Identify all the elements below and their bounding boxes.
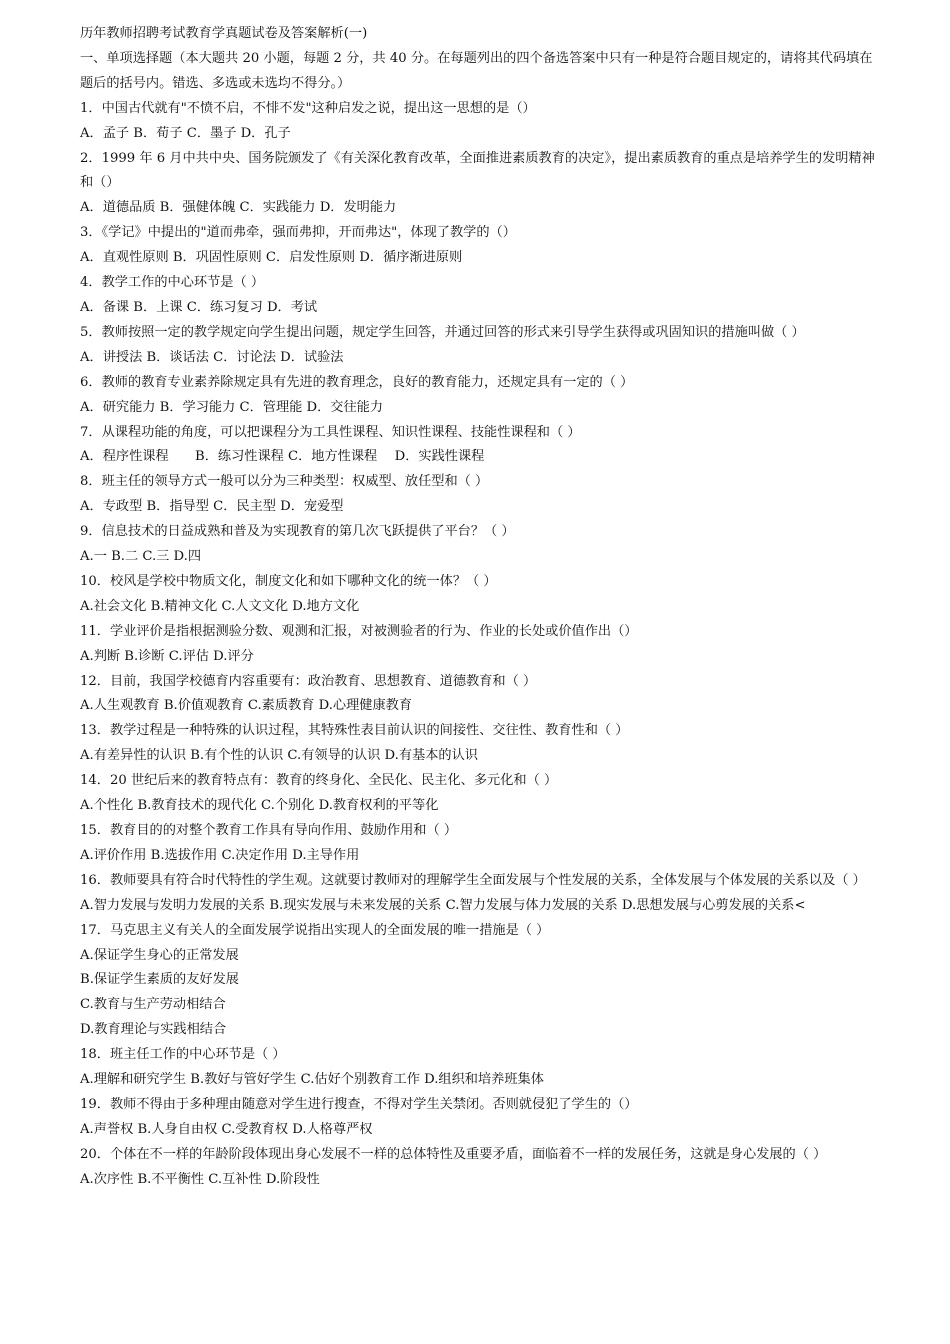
question-text: 5．教师按照一定的教学规定向学生提出问题，规定学生回答，并通过回答的形式来引导学生获得或巩固知识的措施叫做（ ）	[80, 324, 805, 340]
question-text: 16．教师要具有符合时代特性的学生观。这就要讨教师对的理解学生全面发展与个性发展的关系，全体发展与个体发展的关系以及（ ）	[80, 872, 866, 888]
answer-options: A.声誉权 B.人身自由权 C.受教育权 D.人格尊严权	[80, 1121, 373, 1137]
question-text: 4．教学工作的中心环节是（ ）	[80, 275, 265, 291]
question-text: 15．教育目的的对整个教育工作具有导向作用、鼓励作用和（ ）	[80, 823, 458, 838]
question-text: 19．教师不得由于多种理由随意对学生进行搜查，不得对学生关禁闭。否则就侵犯了学生的（）	[80, 1096, 638, 1112]
answer-options: A．道德品质 B．强健体魄 C．实践能力 D．发明能力	[80, 200, 397, 216]
question-text: 7．从课程功能的角度，可以把课程分为工具性课程、知识性课程、技能性课程和（ ）	[80, 424, 581, 440]
question-text: 2．1999 年 6 月中共中央、国务院颁发了《有关深化教育改革，全面推进素质教育的决定》，提出素质教育的重点是培养学生的发明精神和（）	[80, 150, 875, 191]
answer-options: A．研究能力 B．学习能力 C．管理能 D．交往能力	[80, 399, 384, 415]
question-text: 10．校风是学校中物质文化，制度文化和如下哪种文化的统一体？（ ）	[80, 573, 497, 589]
answer-options: D.教育理论与实践相结合	[80, 1022, 227, 1038]
answer-options: A．讲授法 B．谈话法 C．讨论法 D．试验法	[80, 349, 344, 365]
answer-options: A.人生观教育 B.价值观教育 C.素质教育 D.心理健康教育	[80, 698, 413, 714]
question-text: 14．20 世纪后来的教育特点有：教育的终身化、全民化、民主化、多元化和（ ）	[80, 773, 558, 789]
answer-options: A．程序性课程 B．练习性课程 C．地方性课程 D．实践性课程	[80, 449, 485, 465]
question-text: 8．班主任的领导方式一般可以分为三种类型：权威型、放任型和（ ）	[80, 474, 489, 490]
question-text: 11．学业评价是指根据测验分数、观测和汇报，对被测验者的行为、作业的长处或价值作出（）	[80, 623, 638, 639]
document-page	[80, 22, 876, 1193]
question-text: 17．马克思主义有关人的全面发展学说指出实现人的全面发展的唯一措施是（ ）	[80, 922, 550, 938]
answer-options: A.次序性 B.不平衡性 C.互补性 D.阶段性	[80, 1171, 320, 1187]
section-intro: 一、单项选择题（本大题共 20 小题，每题 2 分，共 40 分。在每题列出的四个备选答案中只有一种是符合题目规定的，请将其代码填在题后的括号内。错选、多选或未选均不得分。）	[80, 50, 873, 91]
question-text: 6．教师的教育专业素养除规定具有先进的教育理念，良好的教育能力，还规定具有一定的（ ）	[80, 374, 634, 390]
answer-options: A．孟子 B．荀子 C．墨子 D．孔子	[80, 125, 291, 141]
question-text: 13．教学过程是一种特殊的认识过程，其特殊性表目前认识的间接性、交往性、教育性和（ ）	[80, 723, 629, 739]
question-text: 3．《学记》中提出的"道而弗牵，强而弗抑，开而弗达"，体现了教学的（）	[80, 225, 516, 241]
answer-options: A.有差异性的认识 B.有个性的认识 C.有领导的认识 D.有基本的认识	[80, 748, 478, 764]
question-text: 1．中国古代就有"不愤不启，不悱不发"这种启发之说，提出这一思想的是（）	[80, 100, 536, 116]
answer-options: A．专政型 B．指导型 C．民主型 D．宠爱型	[80, 499, 344, 515]
answer-options: A.个性化 B.教育技术的现代化 C.个别化 D.教育权利的平等化	[80, 798, 439, 814]
document-title: 历年教师招聘考试教育学真题试卷及答案解析(一)	[80, 26, 368, 41]
question-text: 20．个体在不一样的年龄阶段体现出身心发展不一样的总体特性及重要矛盾，面临着不一样的发展任务，这就是身心发展的（ ）	[80, 1146, 827, 1162]
answer-options: C.教育与生产劳动相结合	[80, 997, 226, 1013]
answer-options: A.保证学生身心的正常发展	[80, 947, 239, 963]
answer-options: A.评价作用 B.选拔作用 C.决定作用 D.主导作用	[80, 847, 360, 863]
answer-options: A．直观性原则 B．巩固性原则 C．启发性原则 D．循序渐进原则	[80, 250, 463, 266]
answer-options: A．备课 B．上课 C．练习复习 D．考试	[80, 299, 318, 315]
question-text: 12．目前，我国学校德育内容重要有：政治教育、思想教育、道德教育和（ ）	[80, 673, 537, 689]
question-text: 18．班主任工作的中心环节是（ ）	[80, 1047, 286, 1063]
question-list	[80, 97, 876, 1193]
answer-options: A.判断 B.诊断 C.评估 D.评分	[80, 648, 254, 664]
answer-options: B.保证学生素质的友好发展	[80, 972, 239, 988]
answer-options: A.一 B.二 C.三 D.四	[80, 549, 202, 565]
answer-options: A.智力发展与发明力发展的关系 B.现实发展与未来发展的关系 C.智力发展与体力发展的关系 D.思想发展与心剪发展的关系<	[80, 897, 806, 913]
answer-options: A.社会文化 B.精神文化 C.人文文化 D.地方文化	[80, 598, 360, 614]
question-text: 9．信息技术的日益成熟和普及为实现教育的第几次飞跃提供了平台？（ ）	[80, 524, 515, 540]
answer-options: A.理解和研究学生 B.教好与管好学生 C.估好个别教育工作 D.组织和培养班集体	[80, 1072, 544, 1088]
